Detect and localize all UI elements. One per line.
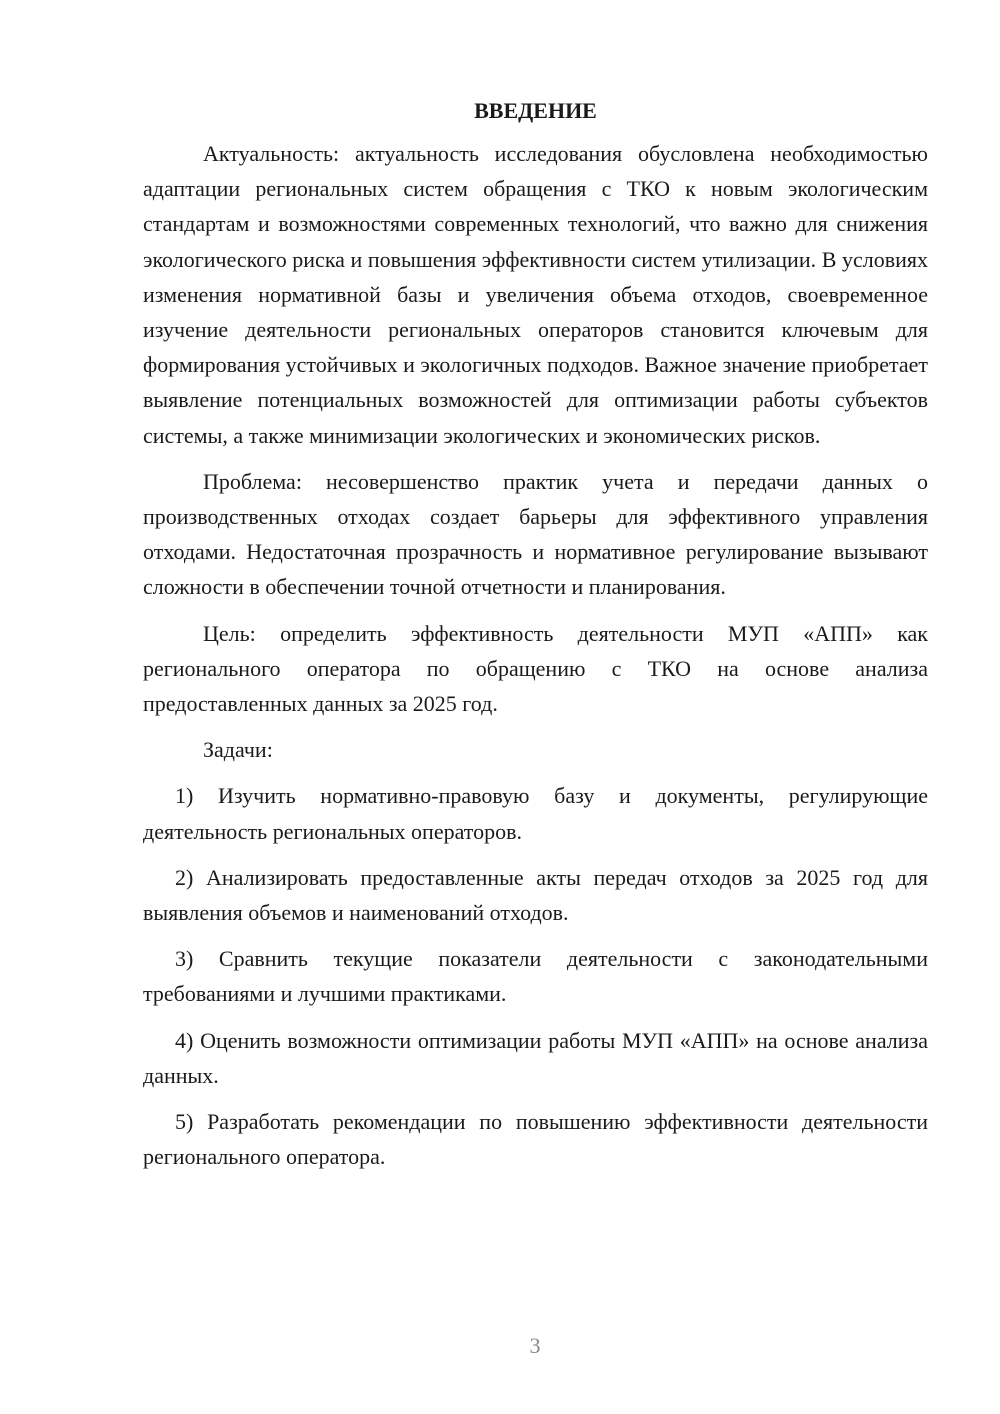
paragraph-relevance: Актуальность: актуальность исследования обусловлена необходимостью адаптации региональных систем обращения с ТКО к новым экологическим стандартам и возможностями современных технологий, что важно для снижения экологического риска и повышения эффективности систем утилизации. В условиях изменения нормативной базы и увеличения объема отходов, своевременное изучение деятельности региональных операторов становится ключевым для формирования устойчивых и экологичных подходов. Важное значение приобретает выявление потенциальных возможностей для оптимизации работы субъектов системы, а также минимизации экологических и экономических рисков.: [143, 141, 928, 448]
paragraph-tasks-label: Задачи:: [203, 737, 273, 763]
task-item-5: 5) Разработать рекомендации по повышению эффективности деятельности регионального оператора.: [143, 1109, 928, 1170]
section-heading: ВВЕДЕНИЕ: [474, 98, 597, 123]
task-item-3: 3) Сравнить текущие показатели деятельности с законодательными требованиями и лучшими практиками.: [143, 946, 928, 1007]
paragraph-goal: Цель: определить эффективность деятельности МУП «АПП» как регионального оператора по обращению с ТКО на основе анализа предоставленных данных за 2025 год.: [143, 620, 928, 717]
task-item-1: 1) Изучить нормативно-правовую базу и документы, регулирующие деятельность региональных операторов.: [143, 783, 928, 844]
task-item-4: 4) Оценить возможности оптимизации работы МУП «АПП» на основе анализа данных.: [143, 1027, 928, 1088]
task-item-2: 2) Анализировать предоставленные акты передач отходов за 2025 год для выявления объемов и наименований отходов.: [143, 864, 928, 926]
document-body: [143, 95, 928, 1185]
page-number: 3: [529, 1333, 541, 1358]
paragraph-problem: Проблема: несовершенство практик учета и передачи данных о производственных отходах создает барьеры для эффективного управления отходами. Недостаточная прозрачность и нормативное регулирование вызывают сложности в обеспечении точной отчетности и планирования.: [143, 468, 928, 600]
